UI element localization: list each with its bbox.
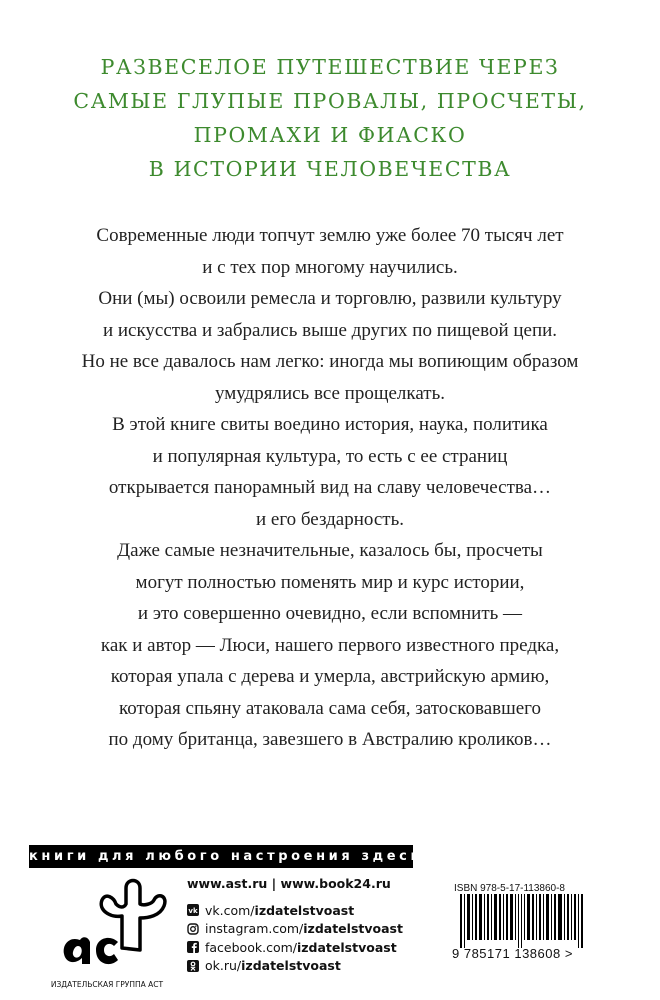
social-link-facebook[interactable]: facebook.com/ izdatelstvoast [187, 938, 403, 957]
facebook-icon [187, 941, 199, 953]
svg-text:vk: vk [188, 907, 198, 916]
blurb-line: могут полностью поменять мир и курс истории, [135, 571, 525, 593]
isbn-block [452, 883, 602, 961]
barcode-icon [452, 894, 592, 948]
blurb-line: и это совершенно очевидно, если вспомнить — [137, 603, 523, 624]
heading-line: САМЫЕ ГЛУПЫЕ ПРОВАЛЫ, ПРОСЧЕТЫ, [73, 89, 587, 113]
ok-icon [187, 960, 199, 972]
blurb-line: и популярная культура, то есть с ее страниц [152, 445, 508, 467]
blurb-line: Но не все давалось нам легко: иногда мы вопиющим образом [81, 351, 579, 372]
blurb-line: и искусства и забрались выше других по пищевой цепи. [102, 319, 558, 341]
ast-cactus-logo-icon [40, 878, 180, 978]
blurb-line: как и автор — Люси, нашего первого известного предка, [100, 634, 560, 656]
blurb-line: Даже самые незначительные, казалось бы, просчеты [117, 540, 543, 561]
isbn-label: ISBN 978-5-17-113860-8 [454, 883, 565, 894]
social-link-vk[interactable]: vk vk.com/ izdatelstvoast [188, 902, 355, 918]
social-link-ok[interactable]: ok.ru/ izdatelstvoast [187, 957, 403, 976]
heading-line: В ИСТОРИИ ЧЕЛОВЕЧЕСТВА [148, 157, 512, 181]
blurb-line: которая спьяну атаковала сама себя, затосковавшего [119, 697, 541, 719]
websites-link[interactable]: www.ast.ru | www.book24.ru [187, 876, 391, 891]
blurb-line: открывается панорамный вид на славу человечества… [108, 477, 552, 498]
heading-line: РАЗВЕСЕЛОЕ ПУТЕШЕСТВИЕ ЧЕРЕЗ [100, 55, 560, 79]
blurb-line: Они (мы) освоили ремесла и торговлю, развили культуру [98, 288, 562, 309]
blurb-line: которая упала с дерева и умерла, австрийскую армию, [110, 666, 550, 687]
blurb-line: и с тех пор многому научились. [202, 256, 458, 278]
tagline-heading [0, 50, 660, 186]
blurb-line: Современные люди топчут землю уже более 70 тысяч лет [96, 225, 564, 246]
blurb-line: и его бездарность. [255, 508, 405, 530]
blurb-line: умудрялись все прощелкать. [214, 382, 445, 404]
slogan-bar: книги для любого настроения здесь [29, 845, 413, 868]
blurb-line: В этой книге свиты воедино история, наука, политика [112, 414, 548, 435]
blurb-line: по дому британца, завезшего в Австралию кроликов… [108, 729, 552, 750]
contact-links [187, 876, 403, 975]
social-link-instagram[interactable]: instagram.com/ izdatelstvoast [187, 920, 403, 939]
heading-line: ПРОМАХИ И ФИАСКО [193, 123, 467, 147]
publisher-caption: ИЗДАТЕЛЬСКАЯ ГРУППА АСТ [50, 980, 164, 989]
instagram-icon [187, 923, 199, 935]
barcode-digits: 9 785171 138608 > [452, 946, 573, 961]
blurb-text [0, 220, 660, 756]
ast-logo [40, 878, 180, 988]
vk-icon [187, 904, 199, 916]
